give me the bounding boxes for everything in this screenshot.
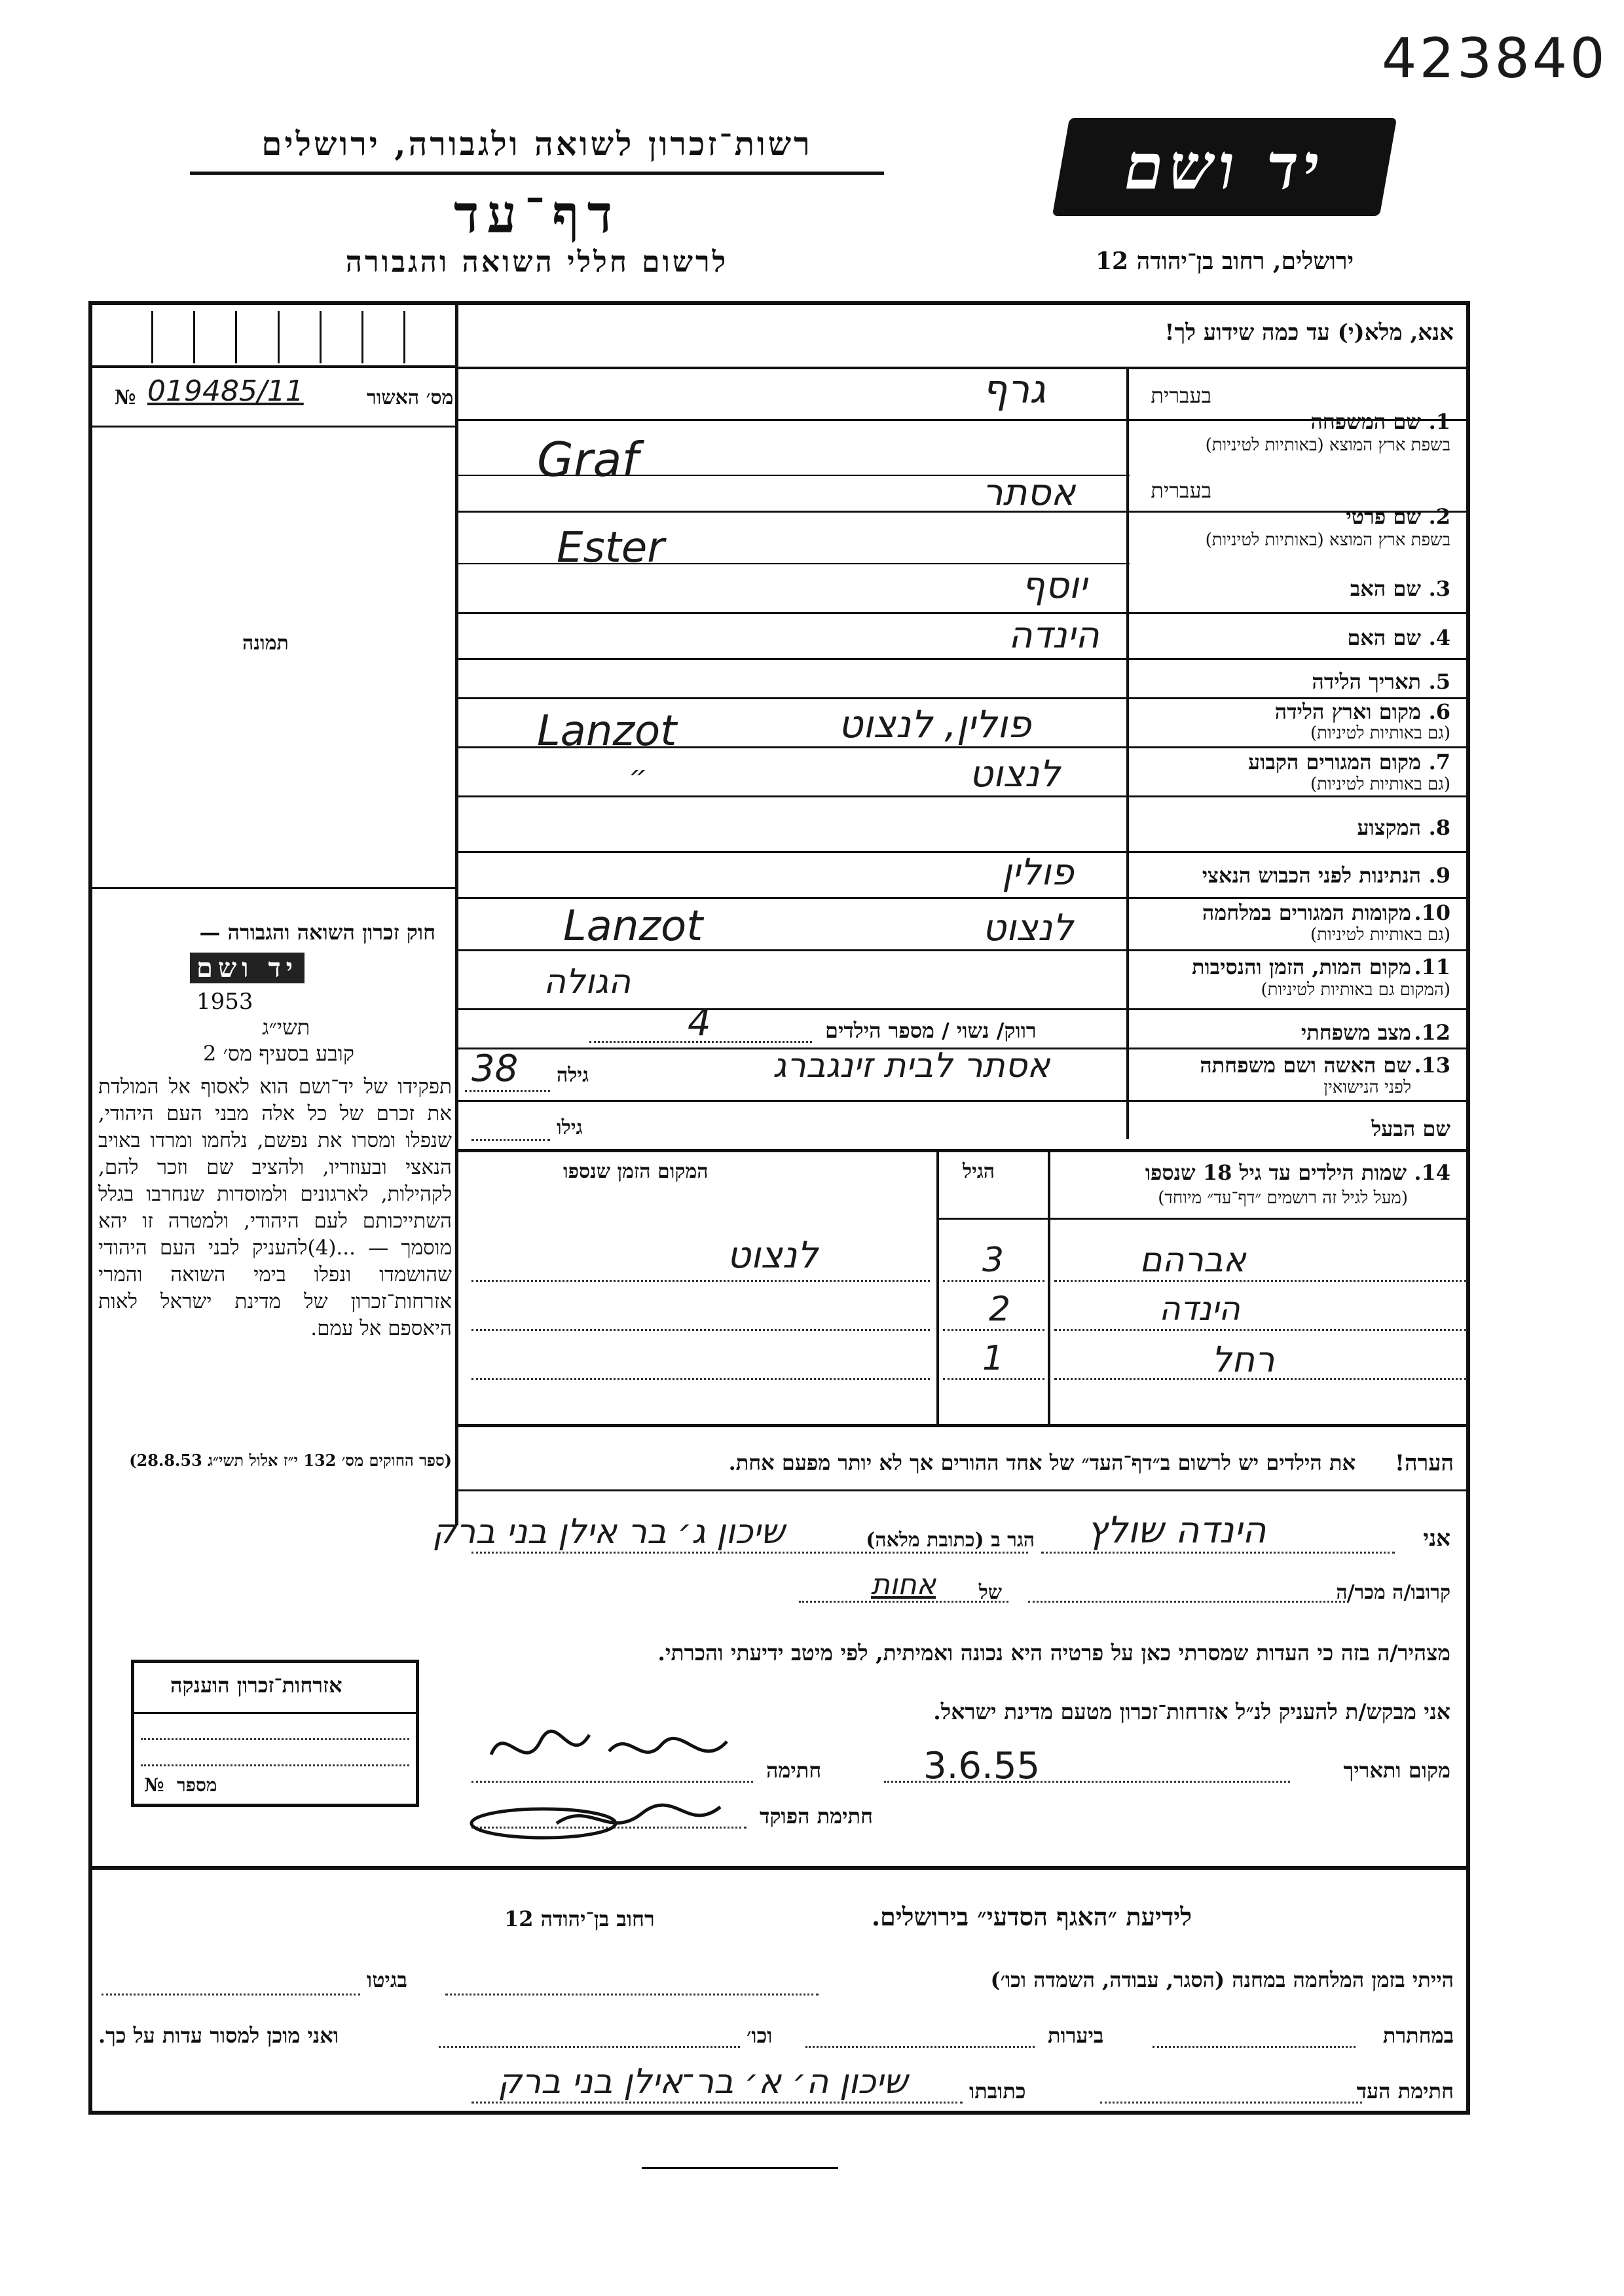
- bottom-address-label: כתובתו: [969, 2079, 1026, 2104]
- child-1-age: 3: [982, 1241, 1005, 1280]
- field-11-value: הגולה: [544, 962, 631, 1002]
- field-9-label: הנתינות לפני הכבוש הנאצי: [1202, 863, 1421, 888]
- note-bottom: [458, 1489, 1470, 1491]
- field-13-value: אסתר לבית זינגברג: [773, 1046, 1050, 1085]
- row-line-7: [455, 795, 1470, 797]
- instruction-text: אנא, מלא(י) עד כמה שידוע לך!: [1164, 319, 1454, 346]
- row-line-11: [455, 1008, 1470, 1010]
- field-13-age: 38: [471, 1048, 519, 1090]
- bottom-title: לידיעת ״האגף הסדעי״ בירושלים.: [871, 1902, 1192, 1931]
- citizenship-title-line: [134, 1712, 416, 1714]
- child-age-line-2: [943, 1329, 1044, 1331]
- photo-bottom: [92, 887, 458, 889]
- row-line-13: [455, 1100, 1470, 1102]
- bottom-section-top: [88, 1866, 1470, 1870]
- field-12-label: מצב משפחתי: [1301, 1020, 1411, 1045]
- field-5-label: תאריך הלידה: [1312, 669, 1421, 694]
- logo-text: יד ושם: [1118, 130, 1331, 204]
- field-5-number: 5.: [1428, 669, 1450, 694]
- law-year-he: תשי״ג: [262, 1015, 310, 1040]
- child-age-line-3: [943, 1378, 1044, 1380]
- decl-i-label: אני: [1423, 1525, 1450, 1552]
- field-1-lang: בעברית: [1151, 383, 1211, 408]
- field-13-sub: לפני הנישואין: [1323, 1078, 1411, 1097]
- decl-signature: [478, 1715, 753, 1781]
- org-title-underline: [190, 172, 884, 175]
- note-label: הערה!: [1395, 1450, 1454, 1476]
- decl-statement: מצהיר/ה בזה כי העדות שמסרתי כאן על פרטיה היא נכונה ואמיתית, לפי מיטב ידיעתי והכרתי.: [657, 1640, 1450, 1666]
- row-line-8: [455, 851, 1470, 853]
- page-bottom-rule: [642, 2167, 838, 2169]
- field-2-value-lat: Ester: [557, 524, 665, 572]
- children-col-age: הגיל: [963, 1160, 995, 1183]
- note-text: את הילדים יש לרשום ב״דף־העד״ של אחד ההורים אך לא יותר מפעם אחת.: [728, 1450, 1356, 1475]
- decl-signature-line: [471, 1781, 753, 1783]
- field-9-value: פולין: [1002, 851, 1074, 894]
- decl-request: אני מבקש/ת להעניק לנ״ל אזרחות־זכרון מטעם מדינת ישראל.: [933, 1699, 1450, 1724]
- child-1-name: אברהם: [1139, 1241, 1246, 1280]
- law-title: חוק זכרון השואה והגבורה —: [199, 920, 435, 945]
- decl-address: שיכון ג׳ בר אילן בני ברק: [432, 1512, 785, 1552]
- bottom-line1: הייתי בזמן המלחמה במחנה (הסגר, עבודה, השמדה וכו׳): [990, 1967, 1454, 1992]
- citizenship-number-label: מספר: [177, 1774, 217, 1796]
- field-4-label: שם האם: [1347, 625, 1421, 650]
- field-2-sub: בשפת ארץ המוצא (באותיות לטיניות): [1205, 530, 1450, 550]
- org-title: רשות־זכרון לשואה ולגבורה, ירושלים: [261, 124, 813, 163]
- field-3-number: 3.: [1428, 576, 1450, 601]
- left-column-divider: [455, 301, 458, 1525]
- child-3-age: 1: [982, 1339, 1005, 1378]
- field-13-age-label: גילה: [557, 1064, 589, 1087]
- registration-no-label: №: [115, 386, 136, 409]
- children-section-bottom: [458, 1424, 1470, 1427]
- field-2-label: שם פרטי: [1346, 504, 1421, 529]
- field-9-number: 9.: [1428, 863, 1450, 888]
- children-col-1: [1048, 1149, 1050, 1424]
- child-line-2: [1054, 1329, 1467, 1331]
- bottom-witness-sig: חתימת העד: [1356, 2079, 1454, 2104]
- husband-age-label: גילו: [557, 1116, 583, 1139]
- child-place-line-3: [471, 1378, 930, 1380]
- child-1-place: לנצוט: [727, 1234, 819, 1277]
- decl-relative-label: קרובו/ה מכר/ה: [1336, 1581, 1450, 1604]
- registration-label: מס׳ האשור: [367, 386, 454, 409]
- decl-name-line: [1041, 1552, 1395, 1554]
- instruction-divider: [455, 367, 1470, 369]
- bottom-underground: במחתרת: [1382, 2023, 1454, 2048]
- official-signature: [458, 1794, 733, 1846]
- form-title: דף־עד: [453, 183, 621, 245]
- field-11-label: מקום המות, הזמן והנסיבות: [1191, 955, 1411, 979]
- bottom-ghetto-line: [101, 1994, 360, 1995]
- field-13-label: שם האשה ושם משפחתה: [1200, 1053, 1411, 1078]
- decl-of-line: [799, 1601, 1008, 1603]
- stamp-number: 423840: [1382, 26, 1608, 90]
- law-body: תפקידו של יד־ושם הוא לאסוף אל המולדת את זכרם של כל אלה מבני העם היהודי, שנפלו ומסרו את נפשם, נלחמו ומרדו באויב הנאצי ובעוזריו, ולהציב שם וזכר להם, לקהילות, לארגונים ולמוסדות שנחרבו בגלל השתייכותם לעם היהודי, ולמטרה זו יהא מוסמך — ...(4)להעניק לבני העם היהודי שהושמדו ונפלו בימי השואה והמרי אזרחות־זכרון של מדינת ישראל לאות היאספם אל עמם.: [98, 1075, 452, 1340]
- decl-resides-label: הגר ב (כתובת מלאה): [866, 1529, 1035, 1552]
- field-12-number: 12.: [1414, 1020, 1450, 1045]
- official-signature-icon: [458, 1794, 733, 1846]
- children-header-bottom: [936, 1218, 1470, 1220]
- bottom-forests-line: [805, 2046, 1035, 2048]
- photo-placeholder-label: תמונה: [242, 632, 289, 655]
- field-4-number: 4.: [1428, 625, 1450, 650]
- bottom-witness-address: שיכון ה׳ א׳ בר־אילן בני ברק: [498, 2062, 908, 2102]
- field-7-label: מקום המגורים הקבוע: [1248, 750, 1421, 774]
- decl-signature-label: חתימה: [766, 1758, 822, 1783]
- bottom-underground-line: [1153, 2046, 1356, 2048]
- decl-official-label: חתימת הפוקד: [760, 1804, 873, 1829]
- form-subtitle: לרשום חללי השואה והגבורה: [345, 246, 729, 279]
- right-label-divider: [1126, 367, 1129, 1139]
- field-8-number: 8.: [1428, 815, 1450, 840]
- children-title: 14. שמות הילדים עד גיל 18 שנספו: [1145, 1160, 1450, 1185]
- field-10-value-lat: Lanzot: [563, 902, 703, 951]
- child-age-line-1: [943, 1280, 1044, 1282]
- field-1-value-he: גרף: [982, 367, 1046, 412]
- child-3-name: רחל: [1211, 1339, 1275, 1380]
- law-ref: (ספר החוקים מס׳ 132 י״ז אלול תשי״ג 28.8.53): [129, 1451, 452, 1470]
- citizenship-title: אזרחות־זכרון הוענקה: [170, 1673, 342, 1698]
- header-address: ירושלים, רחוב בן־יהודה 12: [1095, 247, 1354, 275]
- field-12-children-line: [589, 1041, 812, 1043]
- law-logo: יד ושם: [190, 953, 304, 983]
- field-12-status-options: רווק/ נשוי / מספר הילדים: [825, 1018, 1037, 1043]
- decl-place-date-label: מקום ותאריך: [1343, 1758, 1450, 1783]
- law-year: 1953: [196, 989, 253, 1015]
- row-line-9: [455, 897, 1470, 899]
- field-7-sub: (גם באותיות לטיניות): [1310, 774, 1450, 794]
- row-line-husband: [455, 1149, 1470, 1152]
- law-clause: קובע בסעיף מס׳ 2: [203, 1041, 354, 1066]
- field-13-age-line: [465, 1090, 550, 1092]
- decl-relative-value: אחות: [871, 1568, 936, 1601]
- decl-name: הינדה שולץ: [1087, 1509, 1266, 1552]
- field-6-value-lat: Lanzot: [537, 707, 677, 756]
- field-7-value-lat: ״: [629, 759, 648, 793]
- field-1-number: 1.: [1428, 409, 1450, 434]
- field-11-number: 11.: [1414, 955, 1450, 979]
- reg-box-bottom: [92, 365, 458, 368]
- bottom-ghetto: בגיטו: [367, 1967, 407, 1992]
- field-2-number: 2.: [1428, 504, 1450, 529]
- bottom-etc-line: [439, 2046, 740, 2048]
- husband-label: שם הבעל: [1371, 1116, 1450, 1141]
- field-3-label: שם האב: [1350, 576, 1421, 601]
- bottom-forests: ביערות: [1048, 2023, 1104, 2048]
- registration-value: 019485/11: [147, 374, 304, 408]
- field-7-value-he: לנצוט: [969, 753, 1061, 795]
- citizenship-line-1: [141, 1738, 409, 1740]
- child-place-line-2: [471, 1329, 930, 1331]
- bottom-witness-sig-line: [1100, 2102, 1362, 2104]
- decl-relative-line: [1028, 1601, 1349, 1603]
- child-place-line-1: [471, 1280, 930, 1282]
- field-6-value-he: פולין, לנצוט: [838, 702, 1031, 746]
- field-6-number: 6.: [1428, 699, 1450, 724]
- decl-of-label: של: [978, 1581, 1002, 1604]
- field-1-sub: בשפת ארץ המוצא (באותיות לטיניות): [1205, 435, 1450, 455]
- bottom-camp-line: [445, 1994, 819, 1995]
- children-col-place: המקום הזמן שנספו: [563, 1160, 709, 1183]
- registration-boxes: [111, 311, 445, 363]
- children-col-2: [936, 1149, 939, 1424]
- field-2-value-he: אסתר: [982, 471, 1076, 514]
- child-line-1: [1054, 1280, 1467, 1282]
- bottom-etc: וכו׳: [747, 2023, 773, 2048]
- signature-scribble-icon: [478, 1715, 753, 1781]
- field-13-number: 13.: [1414, 1053, 1450, 1078]
- row-line-4: [455, 658, 1470, 660]
- child-2-age: 2: [989, 1290, 1011, 1329]
- bottom-ready: ואני מוכן למסור עדות על כך.: [98, 2023, 339, 2048]
- row-line-2: [455, 511, 1470, 513]
- field-4-value: הינדה: [1008, 614, 1099, 657]
- field-6-sub: (גם באותיות לטיניות): [1310, 723, 1450, 743]
- field-8-label: המקצוע: [1357, 815, 1421, 840]
- field-2-lang: בעברית: [1151, 478, 1211, 503]
- field-1-value-lat: Graf: [537, 432, 638, 487]
- child-2-name: הינדה: [1159, 1290, 1240, 1328]
- field-10-number: 10.: [1414, 900, 1450, 925]
- row-line-3: [455, 612, 1470, 614]
- decl-address-line: [471, 1552, 1028, 1554]
- children-subtitle: (מעל לגיל זה רושמים ״דף־עד״ מיוחד): [1158, 1188, 1408, 1208]
- field-10-value-he: לנצוט: [982, 907, 1074, 949]
- yad-vashem-logo: [1052, 118, 1397, 216]
- field-1-label: שם המשפחה: [1310, 409, 1421, 434]
- field-6-label: מקום וארץ הלידה: [1274, 699, 1421, 724]
- husband-age-line: [471, 1139, 550, 1141]
- citizenship-line-2: [141, 1764, 409, 1766]
- reg-row-bottom: [92, 426, 458, 428]
- decl-date: 3.6.55: [923, 1745, 1041, 1787]
- citizenship-no-label: №: [144, 1774, 164, 1796]
- field-10-sub: (גם באותיות לטיניות): [1310, 925, 1450, 945]
- field-11-sub: (המקום גם באותיות לטיניות): [1261, 980, 1450, 1000]
- bottom-address: רחוב בן־יהודה 12: [504, 1906, 655, 1931]
- bottom-witness-address-line: [471, 2102, 963, 2104]
- field-10-label: מקומות המגורים במלחמה: [1202, 900, 1411, 925]
- field-3-value: יוסף: [1022, 564, 1087, 607]
- field-12-children-count: 4: [688, 1002, 711, 1044]
- field-7-number: 7.: [1428, 750, 1450, 774]
